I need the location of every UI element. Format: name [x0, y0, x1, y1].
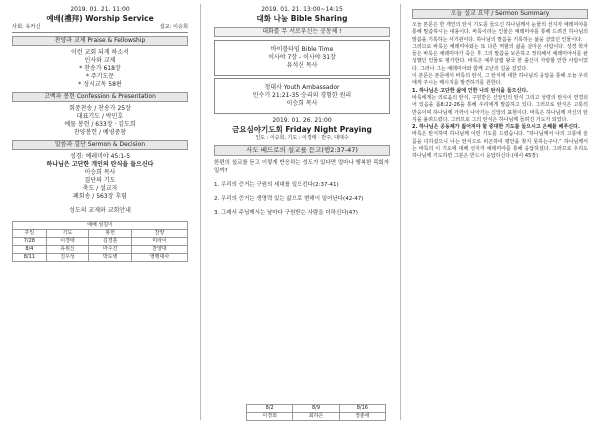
summary-paragraph: 바룩은 탄식하며 하나님께 이런 기도를 드렸습니다. “하나님께서 나의 고통에 슬픔을 더하셨으니 나는 탄식으로 피곤하여 평안을 찾지 못하는구나.” 하나님께서는 바룩의 이 기도에 대해 선지자 예레미야를 통해 응답하셨다. 그러므로 우리도 하나님께 기도하면 그분은 반드시 응답하신다.(대사 45장): [412, 131, 588, 160]
praise-section-header: 찬양과 교제 Praise & Fellowship: [12, 36, 188, 46]
table-cell: 박도병: [89, 254, 132, 262]
table-cell: 김경훈: [89, 238, 132, 246]
table-cell: 유위신: [46, 246, 89, 254]
table-cell: 이경태: [46, 238, 89, 246]
friday-title: 금요심야기도회 Friday Night Praying: [232, 125, 372, 134]
sermon-item: 폐회송 / 563장 후렴: [73, 193, 127, 200]
friday-date: 2019. 01. 26. 21:00: [272, 117, 332, 124]
sermon-item: 결단의 기도: [84, 177, 116, 184]
table-header: 기도: [46, 230, 89, 238]
table-row: [13, 254, 188, 262]
question-header: 사도 베드로의 설교를 듣고(행2:37-47): [214, 145, 390, 156]
confession-item: 찬양봉헌 / 예영중창: [73, 129, 127, 136]
bible-time-box: [214, 40, 390, 76]
table-cell: 8/4: [13, 246, 47, 254]
question-intro: 한편의 설교를 듣고 이렇게 반응하는 성도가 있다면 얼마나 행복한 목회자일까?: [214, 160, 390, 175]
column-divider: [400, 4, 401, 420]
question-item: 3. 그래서 주님께서는 날마다 구원받는 사람을 더하신다(47): [214, 210, 358, 217]
table-row: [13, 238, 188, 246]
servers-table: [12, 221, 188, 262]
table-cell: 미라이: [132, 238, 188, 246]
praise-item: * 주기도문: [85, 73, 115, 80]
sermon-scripture: 성경: 예레미야 45:1-5: [69, 153, 131, 160]
summary-point-heading: 2. 하나님은 공동체가 짊어져야 할 중대한 기도를 들으시고 은혜를 베푸신다.: [412, 124, 580, 131]
youth-passage: 민수기 21:21-35 승리의 경험한 원리: [252, 92, 352, 99]
youth-leader: 이승희 목사: [286, 100, 318, 107]
duty-name: 최하은: [293, 413, 339, 421]
duty-table: [246, 404, 386, 421]
table-cell: 8/11: [13, 254, 47, 262]
table-header: 봉헌: [89, 230, 132, 238]
question-item: 2. 우리의 증거는 생명력 있는 삶으로 변해이 일어난다(42-47): [214, 196, 364, 203]
sermon-item: 축도 / 설교자: [82, 185, 118, 192]
table-header: 주일: [13, 230, 47, 238]
sermon-item: 이승희 목사: [84, 169, 116, 176]
praise-item: 인사와 교제: [84, 57, 116, 64]
presider: 사회: 유커신: [12, 24, 41, 30]
worship-order-column: [0, 0, 198, 424]
summary-paragraph: 바룩에게는 의로움의 탄식, 구원받은 신앙인의 탄식 그리고 성령의 탄식이 연결되어 있음을 롬8:22-26을 통해 우리에게 말씀하고 있다. 그러므로 탄식은 고통의 반응이며 하나님께 가까이 나아가는 신앙의 표현이다. 바룩은 하나님께 자신의 탄식을 올려드렸다. 그러므로 그의 탄식은 하나님께 들려진 기도가 되었다.: [412, 94, 588, 123]
question-item: 1. 우리의 증거는 구원의 세대를 일으킨다(2:37-41): [214, 182, 339, 189]
servers-table-title: 예배 섬김이: [13, 222, 188, 230]
summary-header: 오늘 설교 요약 / Sermon Summary: [412, 9, 588, 19]
table-row: [247, 413, 386, 421]
sermon-section-header: 말씀과 결단 Sermon & Decision: [12, 140, 188, 150]
table-cell: 영행대사: [132, 254, 188, 262]
summary-paragraph: 이 본문은 본문에서 바룩의 탄식, 그 탄식에 대한 하나님의 응답을 통해 오늘 우리에게 주시는 메시지를 발견하기를 원한다.: [412, 73, 588, 87]
service-leaders: [12, 24, 188, 33]
sermon-title: 하나님은 고단한 개인의 탄식을 들으신다: [46, 161, 154, 168]
summary-paragraph: 그러므로 바룩은 예레미야와는 또 다른 역할의 삶을 살아온 사람이다. 성경 학자들은 바룩은 예레미야가 죽은 후 그의 말씀을 보존하고 정리해서 예레미야서를 완성했던 인물로 평가한다. 바룩은 예루살렘 왕국 한 출신이 자랑할 만한 사람이었다. 그러나 그는 예레미야와 함께 고난의 길을 걸었다.: [412, 43, 588, 72]
bible-sharing-column: [202, 0, 398, 424]
table-header: 찬양: [132, 230, 188, 238]
sharing-subtitle: 대화를 무 서로우신는 공동체 !: [214, 27, 390, 37]
praise-item: * 찬송가 618장: [79, 65, 121, 72]
bible-time-title: 바이블타임 Bible Time: [270, 46, 334, 53]
service-title: 예배(禮拜) Worship Service: [46, 14, 154, 23]
sharing-date: 2019. 01. 21. 13:00~14:15: [261, 6, 343, 13]
sharing-title: 대화 나눔 Bible Sharing: [256, 14, 348, 23]
service-date: 2019. 01. 21. 11:00: [70, 6, 130, 13]
table-cell: 마수진: [89, 246, 132, 254]
column-divider: [200, 4, 201, 420]
table-row: [13, 246, 188, 254]
bible-time-range: 이사야 7장 - 이사야 31장: [268, 54, 336, 61]
duty-date: 8/9: [293, 405, 339, 413]
confession-item: 대표기도 / 박민호: [76, 113, 124, 120]
youth-title: 청대사 Youth Ambassador: [264, 84, 340, 91]
summary-paragraph: 오늘 본문은 한 개인의 탄식 기도를 들으신 하나님께서 눈물의 선지자 예레미야를 통해 말씀하시는 내용이다. 바룩이라는 인물은 예레미야를 통해 드려진 하나님의 말씀을 기록하는 서기관이다. 하나님의 말씀을 기록하는 삶을 살았던 인물이다.: [412, 22, 588, 43]
friday-leaders: 인도 : 이승희, 기도 : 이경태 · 반주, 대대수: [255, 135, 349, 141]
table-cell: 7/28: [13, 238, 47, 246]
praise-item: * 성시교독 58편: [78, 81, 122, 88]
duty-name: 이경희: [247, 413, 293, 421]
duty-name: 정춘애: [339, 413, 385, 421]
confession-item: 예물 봉헌 / 633장 · 김도희: [64, 121, 136, 128]
bible-time-leader: 유석신 목사: [286, 62, 318, 69]
duty-date: 8/16: [339, 405, 385, 413]
praise-item: 이런 교회 되게 하소서: [71, 49, 129, 56]
summary-point-heading: 1. 하나님은 고단한 삶에 인한 나의 탄식을 들으신다.: [412, 87, 529, 94]
preacher: 설교: 이승희: [159, 24, 188, 30]
confession-section-header: 고백과 봉헌 Confession & Presentation: [12, 92, 188, 102]
table-cell: 찬양대: [132, 246, 188, 254]
fellowship-note: 성도의 교제와 교회안내: [69, 207, 131, 214]
table-cell: 진우성: [46, 254, 89, 262]
duty-date: 8/2: [247, 405, 293, 413]
sermon-summary-column: [402, 0, 600, 424]
youth-ambassador-box: [214, 78, 390, 114]
confession-item: 회중찬송 / 찬송가 25장: [69, 105, 131, 112]
